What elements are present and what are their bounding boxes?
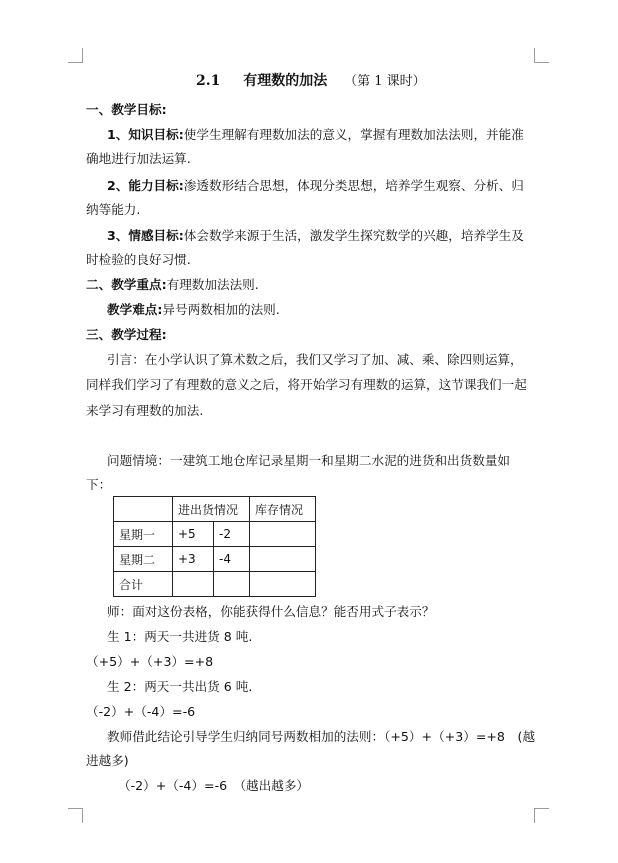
student-1-answer: 生 1：两天一共进货 8 吨. bbox=[107, 629, 253, 644]
crop-mark-bottom-left bbox=[68, 808, 83, 823]
teaching-difficulty bbox=[107, 301, 280, 319]
table-cell: 星期二 bbox=[114, 547, 173, 572]
knowledge-goal-label: 1、知识目标: bbox=[107, 127, 184, 142]
teaching-focus-text: 有理数加法法则. bbox=[166, 277, 259, 292]
crop-mark-bottom-right bbox=[534, 808, 549, 823]
teaching-focus-label: 二、教学重点: bbox=[86, 277, 167, 292]
process-heading: 三、教学过程: bbox=[86, 327, 167, 342]
emotion-goal-label: 3、情感目标: bbox=[107, 228, 184, 243]
table-row bbox=[114, 522, 316, 547]
section-name: 有理数的加法 bbox=[243, 73, 328, 89]
equation-3: （-2）+（-4）=-6 （越出越多） bbox=[118, 778, 310, 793]
situation-line-1: 问题情境：一建筑工地仓库记录星期一和星期二水泥的进货和出货数量如 bbox=[107, 453, 510, 468]
lesson-number: （第 1 课时） bbox=[344, 74, 426, 89]
table-cell: -4 bbox=[214, 547, 250, 572]
teacher-question: 师：面对这份表格，你能获得什么信息？能否用式子表示？ bbox=[107, 604, 435, 619]
table-row bbox=[114, 547, 316, 572]
conclusion-line-1: 教师借此结论引导学生归纳同号两数相加的法则：（+5）+（+3）=+8 (越 bbox=[107, 729, 536, 744]
emotion-goal-text: 体会数学来源于生活，激发学生探究数学的兴趣，培养学生及 bbox=[183, 228, 524, 243]
table-cell bbox=[114, 497, 173, 522]
goals-heading: 一、教学目标: bbox=[86, 102, 167, 117]
knowledge-goal bbox=[107, 126, 524, 144]
crop-mark-top-left bbox=[68, 48, 83, 63]
section-number: 2.1 bbox=[196, 73, 221, 89]
table-cell: 合计 bbox=[114, 572, 173, 597]
table-cell: -2 bbox=[214, 522, 250, 547]
inventory-table bbox=[113, 496, 316, 597]
table-cell bbox=[250, 522, 316, 547]
crop-mark-top-right bbox=[534, 48, 549, 63]
page-title bbox=[196, 72, 426, 91]
knowledge-goal-text: 使学生理解有理数加法的意义，掌握有理数加法法则，并能准 bbox=[183, 127, 524, 142]
intro-line-3: 来学习有理数的加法. bbox=[86, 403, 204, 418]
table-header-row bbox=[114, 497, 316, 522]
conclusion-line-2: 进越多) bbox=[86, 753, 129, 768]
table-cell: 星期一 bbox=[114, 522, 173, 547]
situation-line-2: 下： bbox=[86, 477, 112, 492]
ability-goal-text: 渗透数形结合思想，体现分类思想，培养学生观察、分析、归 bbox=[183, 178, 524, 193]
table-header-cell: 进出货情况 bbox=[173, 497, 250, 522]
emotion-goal bbox=[107, 227, 524, 245]
table-cell: +3 bbox=[173, 547, 214, 572]
table-row bbox=[114, 572, 316, 597]
intro-line-1: 引言：在小学认识了算术数之后，我们又学习了加、减、乘、除四则运算， bbox=[107, 352, 523, 367]
ability-goal-label: 2、能力目标: bbox=[107, 178, 184, 193]
table-cell bbox=[250, 572, 316, 597]
teaching-difficulty-label: 教学难点: bbox=[107, 302, 163, 317]
table-cell bbox=[173, 572, 214, 597]
teaching-focus bbox=[86, 276, 259, 294]
ability-goal-continued: 纳等能力. bbox=[86, 202, 141, 217]
table-cell bbox=[250, 547, 316, 572]
table-header-cell: 库存情况 bbox=[250, 497, 316, 522]
teaching-difficulty-text: 异号两数相加的法则. bbox=[162, 302, 280, 317]
student-2-answer: 生 2：两天一共出货 6 吨. bbox=[107, 679, 253, 694]
table-cell: +5 bbox=[173, 522, 214, 547]
intro-line-2: 同样我们学习了有理数的意义之后，将开始学习有理数的运算，这节课我们一起 bbox=[86, 377, 527, 392]
equation-1: （+5）+（+3）=+8 bbox=[86, 654, 214, 669]
table-cell bbox=[214, 572, 250, 597]
equation-2: （-2）+（-4）=-6 bbox=[86, 704, 196, 719]
ability-goal bbox=[107, 177, 524, 195]
knowledge-goal-continued: 确地进行加法运算. bbox=[86, 151, 191, 166]
emotion-goal-continued: 时检验的良好习惯. bbox=[86, 252, 191, 267]
